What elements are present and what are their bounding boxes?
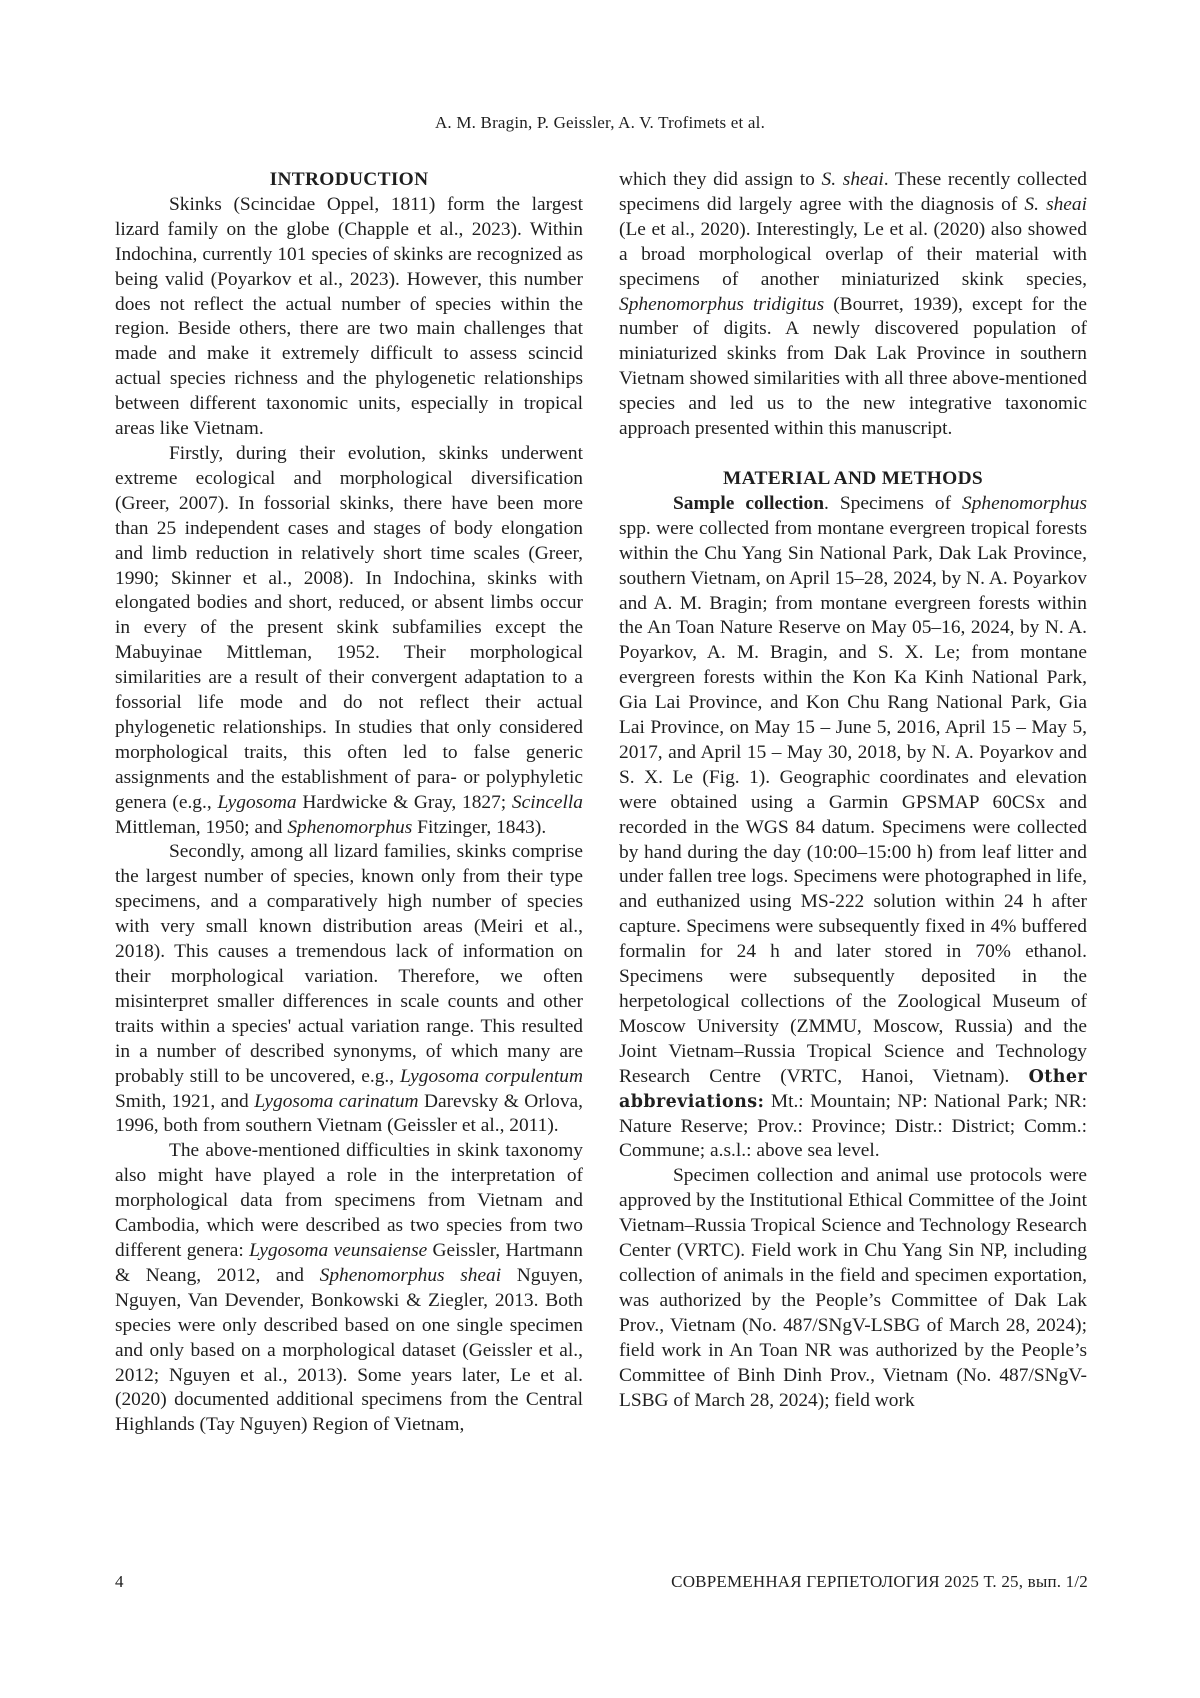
journal-footer: СОВРЕМЕННАЯ ГЕРПЕТОЛОГИЯ 2025 Т. 25, вып. 1/2	[671, 1572, 1088, 1591]
page-number: 4	[115, 1572, 124, 1591]
paragraph: Skinks (Scincidae Oppel, 1811) form the largest lizard family on the globe (Chapple et al., 2023). Within Indochina, currently 101 species of skinks are recognized as being valid (Poyarkov et al., 2023). However, this number does not reflect the actual number of species within the region. Beside others, there are two main challenges that made and make it extremely difficult to assess scincid actual species richness and the phylogenetic relationships between different taxonomic units, especially in tropical areas like Vietnam.	[115, 193, 583, 440]
paragraph: The above-mentioned difficulties in skink taxonomy also might have played a role in the interpretation of morphological data from specimens from Vietnam and Cambodia, which were described as two species from two different genera: Lygosoma veunsaiense Geissler, Hartmann & Neang, 2012, and Sphenomorphus sheai Nguyen, Nguyen, Van Devender, Bonkowski & Ziegler, 2013. Both species were only described based on one single specimen and only based on a morphological dataset (Geissler et al., 2012; Nguyen et al., 2013). Some years later, Le et al. (2020) documented additional specimens from the Central Highlands (Tay Nguyen) Region of Vietnam,	[115, 1140, 583, 1436]
left-column	[115, 168, 583, 1438]
paragraph: Specimen collection and animal use protocols were approved by the Institutional Ethical Committee of the Joint Vietnam–Russia Tropical Science and Technology Research Center (VRTC). Field work in Chu Yang Sin NP, including collection of animals in the field and specimen exportation, was authorized by the People’s Committee of Dak Lak Prov., Vietnam (No. 487/SNgV-LSBG of March 28, 2024); field work in An Toan NR was authorized by the People’s Committee of Binh Dinh Prov., Vietnam (No. 487/SNgV-LSBG of March 28, 2024); field work	[619, 1165, 1087, 1411]
paragraph: Secondly, among all lizard families, skinks comprise the largest number of species, known only from their type specimens, and a comparatively high number of species with very small known distribution areas (Meiri et al., 2018). This causes a tremendous lack of information on their morphological variation. Therefore, we often misinterpret smaller differences in scale counts and other traits within a species' actual variation range. This resulted in a number of described synonyms, of which many are probably still to be uncovered, e.g., Lygosoma corpulentum Smith, 1921, and Lygosoma carinatum Darevsky & Orlova, 1996, both from southern Vietnam (Geissler et al., 2011).	[115, 841, 584, 1137]
section-heading-introduction: INTRODUCTION	[269, 169, 429, 190]
running-head: A. M. Bragin, P. Geissler, A. V. Trofimets et al.	[434, 113, 766, 132]
section-heading-methods: MATERIAL AND METHODS	[723, 467, 983, 489]
paragraph: Sample collection. Specimens of Sphenomorphus spp. were collected from montane evergreen tropical forests within the Chu Yang Sin National Park, Dak Lak Province, southern Vietnam, on April 15–28, 2024, by N. A. Poyarkov and A. M. Bragin; from montane evergreen forests within the An Toan Nature Reserve on May 05–16, 2024, by N. A. Poyarkov, A. M. Bragin, and S. X. Le; from montane evergreen forests within the Kon Ka Kinh National Park, Gia Lai Province, and Kon Chu Rang National Park, Gia Lai Province, on May 15 – June 5, 2016, April 15 – May 5, 2017, and April 15 – May 30, 2018, by N. A. Poyarkov and S. X. Le (Fig. 1). Geographic coordinates and elevation were obtained using a Garmin GPSMAP 60CSx and recorded in the WGS 84 datum. Specimens were collected by hand during the day (10:00–15:00 h) from leaf litter and under fallen tree logs. Specimens were photographed in life, and euthanized using MS-222 solution within 24 h after capture. Specimens were subsequently fixed in 4% buffered formalin for 24 h and later stored in 70% ethanol. Specimens were subsequently deposited in the herpetological collections of the Zoological Museum of Moscow University (ZMMU, Moscow, Russia) and the Joint Vietnam–Russia Tropical Science and Technology Research Centre (VRTC, Hanoi, Vietnam). Other abbreviations: Mt.: Mountain; NP: National Park; NR: Nature Reserve; Prov.: Province; Distr.: District; Comm.: Commune; a.s.l.: above sea level.	[619, 492, 1087, 1162]
right-column	[619, 168, 1087, 1413]
paragraph: which they did assign to S. sheai. These recently collected specimens did largely agree with the diagnosis of S. sheai (Le et al., 2020). Interestingly, Le et al. (2020) also showed a broad morphological overlap of their material with specimens of another miniaturized skink species, Sphenomorphus tridigitus (Bourret, 1939), except for the number of digits. A newly discovered population of miniaturized skinks from Dak Lak Province in southern Vietnam showed similarities with all three above-mentioned species and led us to the new integrative taxonomic approach presented within this manuscript.	[619, 169, 1087, 440]
paragraph: Firstly, during their evolution, skinks underwent extreme ecological and morphological diversification (Greer, 2007). In fossorial skinks, there have been more than 25 independent cases and stages of body elongation and limb reduction in relatively short time scales (Greer, 1990; Skinner et al., 2008). In Indochina, skinks with elongated bodies and short, reduced, or absent limbs occur in every of the present skink subfamilies except the Mabuyinae Mittleman, 1952. Their morphological similarities are a result of their convergent adaptation to a fossorial life mode and do not reflect their actual phylogenetic relationships. In studies that only considered morphological traits, this often led to false generic assignments and the establishment of para- or polyphyletic genera (e.g., Lygosoma Hardwicke & Gray, 1827; Scincella Mittleman, 1950; and Sphenomorphus Fitzinger, 1843).	[115, 442, 583, 838]
